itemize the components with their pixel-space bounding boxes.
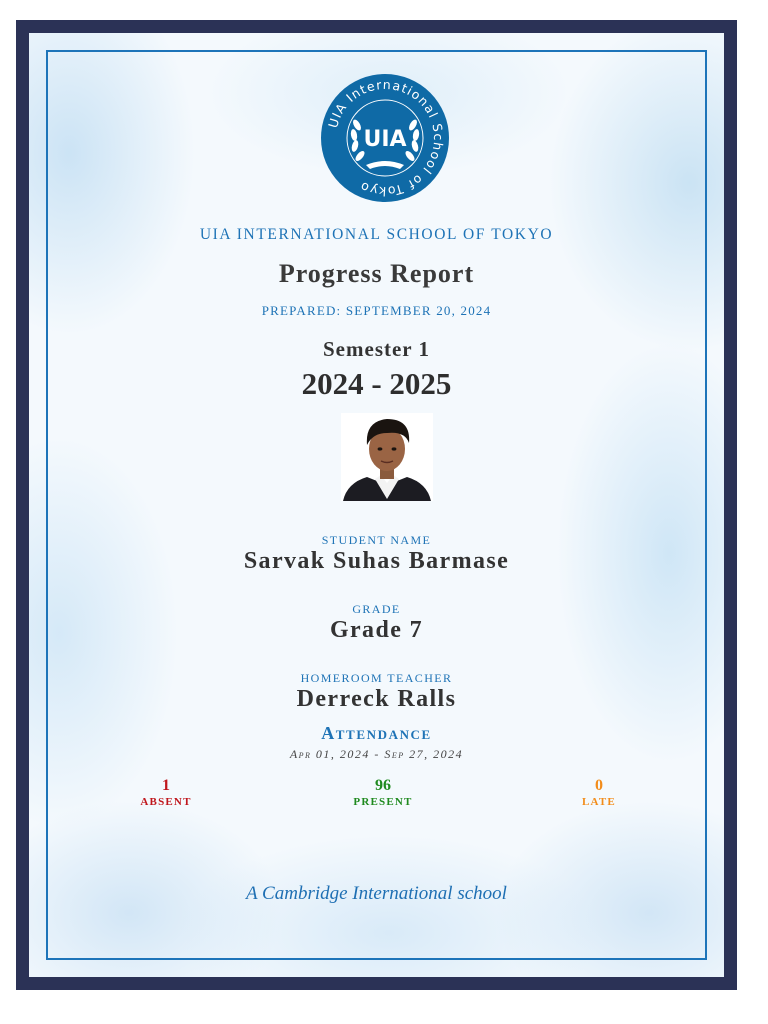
- logo-center-text: UIA: [363, 127, 407, 152]
- logo-ring-text: UIA International School of Tokyo: [325, 76, 447, 200]
- report-card-frame: [16, 20, 737, 990]
- absent-count: 1: [162, 777, 170, 794]
- report-title: Progress Report: [278, 259, 475, 288]
- student-name-label: STUDENT NAME: [321, 533, 432, 547]
- attendance-title: Attendance: [321, 723, 432, 743]
- semester: Semester 1: [323, 337, 430, 361]
- student-name: Sarvak Suhas Barmase: [243, 548, 510, 574]
- attendance-absent: [106, 777, 226, 809]
- late-label: LATE: [582, 796, 616, 808]
- absent-label: ABSENT: [140, 796, 192, 808]
- grade-value: Grade 7: [329, 617, 424, 643]
- attendance-range: Apr 01, 2024 - Sep 27, 2024: [289, 747, 464, 761]
- attendance-present: [323, 777, 443, 809]
- grade-label: GRADE: [352, 602, 401, 616]
- school-name: UIA INTERNATIONAL SCHOOL OF TOKYO: [199, 226, 554, 243]
- student-photo: [341, 413, 433, 501]
- homeroom-teacher-label: HOMEROOM TEACHER: [300, 671, 453, 685]
- attendance-late: [539, 777, 659, 809]
- cambridge-tagline: A Cambridge International school: [246, 883, 507, 904]
- late-count: 0: [595, 777, 603, 794]
- academic-year: 2024 - 2025: [301, 366, 452, 401]
- present-count: 96: [375, 777, 391, 794]
- prepared-date: PREPARED: SEPTEMBER 20, 2024: [261, 303, 492, 318]
- school-logo: [320, 73, 450, 203]
- present-label: PRESENT: [353, 796, 413, 808]
- homeroom-teacher: Derreck Ralls: [296, 686, 457, 712]
- report-card-paper: [29, 33, 724, 977]
